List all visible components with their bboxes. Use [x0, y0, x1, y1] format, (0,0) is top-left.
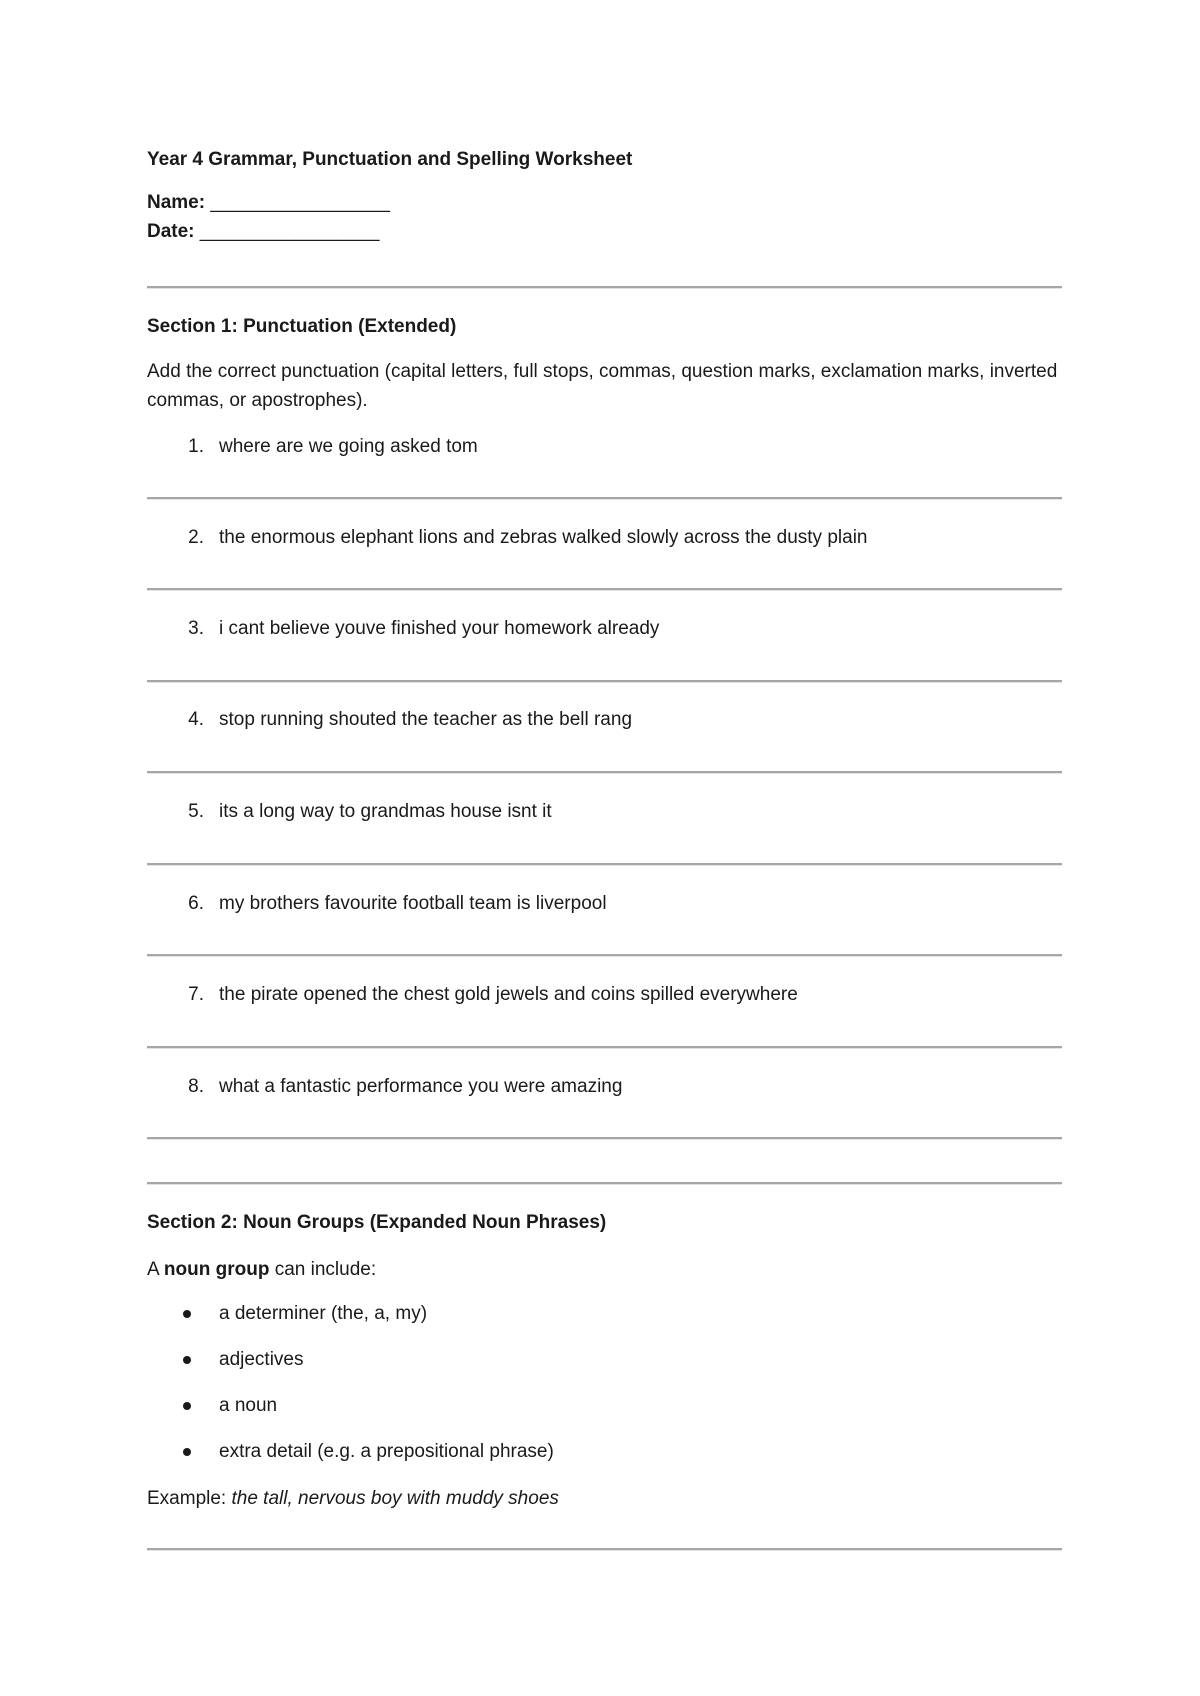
section-1-instructions: Add the correct punctuation (capital letters, full stops, commas, question marks, exclamation marks, inverted commas, or apostrophes). [147, 361, 1058, 411]
answer-line [147, 954, 1062, 957]
example-label: Example: [147, 1488, 232, 1509]
list-item: extra detail (e.g. a prepositional phrase) [219, 1441, 554, 1462]
intro-text: can include: [269, 1259, 377, 1280]
answer-line [147, 771, 1062, 774]
answer-line [147, 497, 1062, 500]
question-number: 1. [188, 436, 204, 457]
question-text: the enormous elephant lions and zebras walked slowly across the dusty plain [219, 527, 868, 548]
question-text: where are we going asked tom [219, 436, 478, 457]
bullet-dot [183, 1402, 191, 1410]
question-text: the pirate opened the chest gold jewels and coins spilled everywhere [219, 984, 798, 1005]
bullet-dot [183, 1310, 191, 1318]
list-item: a noun [219, 1395, 278, 1416]
section-2-intro [147, 1255, 1077, 1284]
divider [147, 286, 1062, 289]
answer-line [147, 1046, 1062, 1049]
question-number: 4. [188, 709, 204, 730]
section-2-heading: Section 2: Noun Groups (Expanded Noun Phrases) [147, 1212, 607, 1233]
question-number: 6. [188, 893, 204, 914]
answer-line [147, 680, 1062, 683]
question-number: 2. [188, 527, 204, 548]
intro-term: noun group [163, 1259, 270, 1280]
question-number: 5. [188, 801, 204, 822]
answer-line [147, 588, 1062, 591]
question-text: what a fantastic performance you were amazing [219, 1076, 623, 1097]
question-text: i cant believe youve finished your homework already [219, 618, 660, 639]
name-blank-line: _________________ [210, 192, 390, 213]
date-field [147, 218, 379, 246]
date-label: Date: [147, 221, 195, 242]
bullet-dot [183, 1448, 191, 1456]
question-text: my brothers favourite football team is liverpool [219, 893, 607, 914]
answer-line [147, 1137, 1062, 1140]
example-text: the tall, nervous boy with muddy shoes [231, 1488, 559, 1509]
name-label: Name: [147, 192, 206, 213]
list-item: a determiner (the, a, my) [219, 1303, 428, 1324]
question-number: 7. [188, 984, 204, 1005]
answer-line [147, 863, 1062, 866]
bullet-dot [183, 1356, 191, 1364]
question-text: its a long way to grandmas house isnt it [219, 801, 552, 822]
question-number: 8. [188, 1076, 204, 1097]
name-field [147, 189, 390, 217]
example-line [147, 1484, 1077, 1513]
list-item: adjectives [219, 1349, 304, 1370]
intro-text: A [147, 1259, 164, 1280]
worksheet-title: Year 4 Grammar, Punctuation and Spelling Worksheet [147, 149, 633, 170]
divider [147, 1182, 1062, 1185]
divider [147, 1548, 1062, 1551]
date-blank-line: _________________ [199, 221, 380, 242]
section-1-heading: Section 1: Punctuation (Extended) [147, 316, 457, 337]
question-number: 3. [188, 618, 204, 639]
question-text: stop running shouted the teacher as the bell rang [219, 709, 633, 730]
